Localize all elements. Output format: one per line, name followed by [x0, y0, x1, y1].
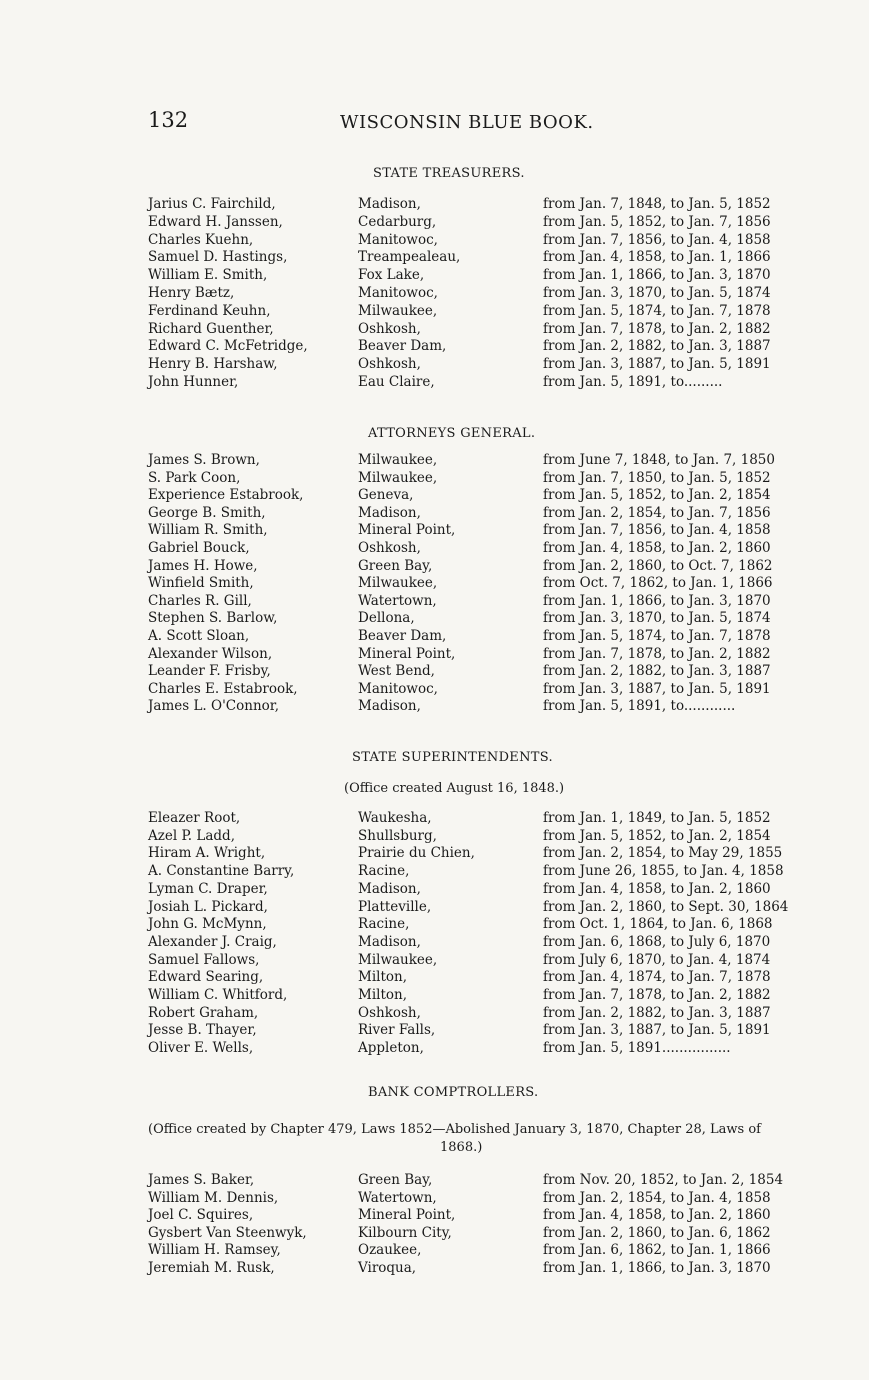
- table-row: [0, 1005, 869, 1023]
- table-row: [0, 575, 869, 593]
- officer-name: Jeremiah M. Rusk,: [148, 1260, 275, 1276]
- residence: Madison,: [358, 504, 421, 521]
- term-of-office: from Oct. 7, 1862, to Jan. 1, 1866: [543, 575, 773, 592]
- term-of-office: from Jan. 2, 1882, to Jan. 3, 1887: [543, 663, 771, 680]
- officer-name: James S. Brown,: [148, 452, 260, 468]
- residence: Madison,: [358, 933, 421, 950]
- officer-name: Experience Estabrook,: [148, 487, 304, 504]
- officer-name: Charles Kuehn,: [148, 231, 254, 248]
- officer-name: John G. McMynn,: [148, 916, 267, 933]
- residence: Appleton,: [358, 1040, 424, 1057]
- term-of-office: from Jan. 6, 1868, to July 6, 1870: [543, 933, 771, 950]
- residence: Fox Lake,: [358, 267, 425, 284]
- officer-name: Jarius C. Fairchild,: [148, 196, 276, 212]
- officer-name: James H. Howe,: [148, 557, 258, 574]
- residence: Prairie du Chien,: [358, 845, 475, 862]
- term-of-office: from June 7, 1848, to Jan. 7, 1850: [543, 452, 775, 468]
- residence: Oshkosh,: [358, 1004, 421, 1021]
- table-row: [0, 232, 869, 250]
- table-row: [0, 196, 869, 214]
- officer-name: John Hunner,: [148, 374, 239, 390]
- table-row: [0, 558, 869, 576]
- term-of-office: from Jan. 2, 1860, to Sept. 30, 1864: [543, 898, 789, 915]
- table-row: [0, 285, 869, 303]
- term-of-office: from Jan. 1, 1866, to Jan. 3, 1870: [543, 592, 771, 609]
- officer-name: Joel C. Squires,: [148, 1207, 254, 1224]
- term-of-office: from Jan. 5, 1891................: [543, 1040, 731, 1057]
- term-of-office: from July 6, 1870, to Jan. 4, 1874: [543, 951, 771, 968]
- table-row: [0, 470, 869, 488]
- term-of-office: from Jan. 1, 1866, to Jan. 3, 1870: [543, 1260, 771, 1276]
- officer-name: William R. Smith,: [148, 522, 268, 539]
- residence: Milwaukee,: [358, 951, 438, 968]
- residence: Viroqua,: [358, 1260, 417, 1276]
- term-of-office: from Jan. 3, 1870, to Jan. 5, 1874: [543, 610, 771, 627]
- table-row: [0, 863, 869, 881]
- officer-name: William C. Whitford,: [148, 987, 288, 1003]
- table-row: [0, 828, 869, 846]
- table-row: [0, 1022, 869, 1040]
- table-row: [0, 845, 869, 863]
- residence: Beaver Dam,: [358, 628, 447, 644]
- term-of-office: from Jan. 5, 1852, to Jan. 2, 1854: [543, 827, 771, 844]
- term-of-office: from Jan. 2, 1882, to Jan. 3, 1887: [543, 1004, 771, 1021]
- table-row: [0, 1190, 869, 1208]
- term-of-office: from Oct. 1, 1864, to Jan. 6, 1868: [543, 916, 773, 933]
- term-of-office: from Jan. 4, 1858, to Jan. 2, 1860: [543, 540, 771, 556]
- term-of-office: from Jan. 7, 1850, to Jan. 5, 1852: [543, 469, 771, 486]
- officer-name: Gysbert Van Steenwyk,: [148, 1224, 307, 1241]
- section-title-attorneys-general: ATTORNEYS GENERAL.: [368, 426, 536, 441]
- table-row: [0, 452, 869, 470]
- table-row: [0, 916, 869, 934]
- table-row: [0, 487, 869, 505]
- residence: Oshkosh,: [358, 320, 421, 337]
- table-row: [0, 1260, 869, 1278]
- section-title-state-treasurers: STATE TREASURERS.: [373, 166, 525, 181]
- residence: Green Bay,: [358, 557, 433, 574]
- term-of-office: from Jan. 7, 1878, to Jan. 2, 1882: [543, 987, 771, 1003]
- table-row: [0, 610, 869, 628]
- residence: Milton,: [358, 969, 407, 986]
- table-row: [0, 540, 869, 558]
- term-of-office: from Jan. 2, 1854, to Jan. 4, 1858: [543, 1189, 771, 1206]
- residence: Eau Claire,: [358, 374, 435, 390]
- officer-name: Gabriel Bouck,: [148, 540, 250, 556]
- table-row: [0, 698, 869, 716]
- table-row: [0, 321, 869, 339]
- residence: Madison,: [358, 880, 421, 897]
- residence: Milwaukee,: [358, 575, 438, 592]
- term-of-office: from Jan. 2, 1860, to Jan. 6, 1862: [543, 1224, 771, 1241]
- residence: Geneva,: [358, 487, 414, 504]
- officer-name: Hiram A. Wright,: [148, 845, 266, 862]
- table-row: [0, 934, 869, 952]
- officer-name: Alexander J. Craig,: [148, 933, 277, 950]
- section-title-bank-comptrollers: BANK COMPTROLLERS.: [368, 1085, 539, 1100]
- term-of-office: from Jan. 4, 1874, to Jan. 7, 1878: [543, 969, 771, 986]
- officer-name: James S. Baker,: [148, 1172, 255, 1188]
- term-of-office: from Jan. 3, 1887, to Jan. 5, 1891: [543, 1022, 771, 1039]
- residence: Platteville,: [358, 898, 432, 915]
- residence: Shullsburg,: [358, 827, 437, 844]
- residence: Dellona,: [358, 610, 415, 627]
- residence: Milwaukee,: [358, 302, 438, 319]
- officer-name: Winfield Smith,: [148, 575, 254, 592]
- residence: Oshkosh,: [358, 540, 421, 556]
- table-row: [0, 1225, 869, 1243]
- officer-name: Edward H. Janssen,: [148, 213, 283, 230]
- term-of-office: from Jan. 3, 1887, to Jan. 5, 1891: [543, 356, 771, 373]
- officer-name: A. Constantine Barry,: [148, 863, 295, 880]
- officer-name: Azel P. Ladd,: [148, 827, 235, 844]
- term-of-office: from Jan. 5, 1852, to Jan. 2, 1854: [543, 487, 771, 504]
- table-row: [0, 356, 869, 374]
- officer-name: Samuel D. Hastings,: [148, 249, 288, 266]
- term-of-office: from Jan. 3, 1887, to Jan. 5, 1891: [543, 680, 771, 697]
- residence: Ozaukee,: [358, 1242, 422, 1259]
- residence: Milwaukee,: [358, 452, 438, 468]
- officer-name: Edward C. McFetridge,: [148, 338, 308, 355]
- officer-name: Stephen S. Barlow,: [148, 610, 278, 627]
- table-row: [0, 1040, 869, 1058]
- book-title: WISCONSIN BLUE BOOK.: [340, 112, 594, 133]
- officer-name: Ferdinand Keuhn,: [148, 302, 271, 319]
- table-row: [0, 522, 869, 540]
- term-of-office: from Jan. 3, 1870, to Jan. 5, 1874: [543, 285, 771, 301]
- section-note-comptrollers-cont: 1868.): [440, 1140, 483, 1155]
- table-row: [0, 1172, 869, 1190]
- residence: Treampealeau,: [358, 249, 461, 266]
- officer-name: Alexander Wilson,: [148, 645, 273, 662]
- table-row: [0, 681, 869, 699]
- term-of-office: from Jan. 5, 1874, to Jan. 7, 1878: [543, 302, 771, 319]
- section-title-state-superintendents: STATE SUPERINTENDENTS.: [352, 750, 553, 765]
- term-of-office: from Jan. 4, 1858, to Jan. 2, 1860: [543, 1207, 771, 1224]
- term-of-office: from June 26, 1855, to Jan. 4, 1858: [543, 863, 784, 880]
- residence: Watertown,: [358, 592, 437, 609]
- residence: Mineral Point,: [358, 522, 456, 539]
- table-row: [0, 505, 869, 523]
- residence: Manitowoc,: [358, 231, 438, 248]
- term-of-office: from Jan. 5, 1852, to Jan. 7, 1856: [543, 213, 771, 230]
- officer-name: S. Park Coon,: [148, 469, 241, 486]
- residence: Milton,: [358, 987, 407, 1003]
- section-note-comptrollers: (Office created by Chapter 479, Laws 1852—Abolished January 3, 1870, Chapter 28, Laws of: [148, 1122, 761, 1137]
- residence: Oshkosh,: [358, 356, 421, 373]
- residence: Milwaukee,: [358, 469, 438, 486]
- officer-name: Robert Graham,: [148, 1004, 259, 1021]
- officer-name: Oliver E. Wells,: [148, 1040, 254, 1057]
- officer-name: Henry Bætz,: [148, 285, 235, 301]
- term-of-office: from Jan. 7, 1848, to Jan. 5, 1852: [543, 196, 771, 212]
- section-note-superintendents: (Office created August 16, 1848.): [344, 781, 565, 796]
- term-of-office: from Jan. 4, 1858, to Jan. 2, 1860: [543, 880, 771, 897]
- officer-name: William E. Smith,: [148, 267, 268, 284]
- residence: Manitowoc,: [358, 285, 438, 301]
- term-of-office: from Jan. 1, 1866, to Jan. 3, 1870: [543, 267, 771, 284]
- term-of-office: from Jan. 1, 1849, to Jan. 5, 1852: [543, 810, 771, 826]
- term-of-office: from Jan. 7, 1878, to Jan. 2, 1882: [543, 320, 771, 337]
- officer-name: William M. Dennis,: [148, 1189, 279, 1206]
- term-of-office: from Jan. 2, 1860, to Oct. 7, 1862: [543, 557, 773, 574]
- residence: Racine,: [358, 863, 410, 880]
- table-row: [0, 267, 869, 285]
- residence: Waukesha,: [358, 810, 432, 826]
- residence: Green Bay,: [358, 1172, 433, 1188]
- residence: River Falls,: [358, 1022, 436, 1039]
- officer-name: George B. Smith,: [148, 504, 266, 521]
- table-row: [0, 374, 869, 392]
- term-of-office: from Jan. 4, 1858, to Jan. 1, 1866: [543, 249, 771, 266]
- residence: Mineral Point,: [358, 1207, 456, 1224]
- term-of-office: from Jan. 7, 1856, to Jan. 4, 1858: [543, 522, 771, 539]
- table-row: [0, 249, 869, 267]
- term-of-office: from Jan. 7, 1856, to Jan. 4, 1858: [543, 231, 771, 248]
- term-of-office: from Nov. 20, 1852, to Jan. 2, 1854: [543, 1172, 784, 1188]
- table-row: [0, 899, 869, 917]
- term-of-office: from Jan. 2, 1854, to May 29, 1855: [543, 845, 783, 862]
- table-row: [0, 214, 869, 232]
- officer-name: Lyman C. Draper,: [148, 880, 268, 897]
- officer-name: Samuel Fallows,: [148, 951, 260, 968]
- table-row: [0, 663, 869, 681]
- term-of-office: from Jan. 2, 1854, to Jan. 7, 1856: [543, 504, 771, 521]
- residence: Madison,: [358, 698, 421, 715]
- term-of-office: from Jan. 5, 1891, to............: [543, 698, 736, 715]
- officer-name: James L. O'Connor,: [148, 698, 280, 715]
- table-row: [0, 303, 869, 321]
- table-row: [0, 969, 869, 987]
- officer-name: Edward Searing,: [148, 969, 264, 986]
- term-of-office: from Jan. 5, 1874, to Jan. 7, 1878: [543, 628, 771, 644]
- table-row: [0, 952, 869, 970]
- table-row: [0, 628, 869, 646]
- residence: Racine,: [358, 916, 410, 933]
- officer-name: Richard Guenther,: [148, 320, 274, 337]
- table-row: [0, 987, 869, 1005]
- residence: Mineral Point,: [358, 645, 456, 662]
- officer-name: A. Scott Sloan,: [148, 628, 250, 644]
- table-row: [0, 810, 869, 828]
- officer-name: Charles R. Gill,: [148, 592, 252, 609]
- officer-name: Henry B. Harshaw,: [148, 356, 278, 373]
- residence: Watertown,: [358, 1189, 437, 1206]
- table-row: [0, 593, 869, 611]
- residence: Cedarburg,: [358, 213, 437, 230]
- residence: Manitowoc,: [358, 680, 438, 697]
- term-of-office: from Jan. 7, 1878, to Jan. 2, 1882: [543, 645, 771, 662]
- residence: Beaver Dam,: [358, 338, 447, 355]
- table-row: [0, 1242, 869, 1260]
- table-row: [0, 1207, 869, 1225]
- residence: Madison,: [358, 196, 421, 212]
- table-row: [0, 881, 869, 899]
- table-row: [0, 338, 869, 356]
- officer-name: Leander F. Frisby,: [148, 663, 271, 680]
- residence: West Bend,: [358, 663, 435, 680]
- term-of-office: from Jan. 6, 1862, to Jan. 1, 1866: [543, 1242, 771, 1259]
- term-of-office: from Jan. 2, 1882, to Jan. 3, 1887: [543, 338, 771, 355]
- officer-name: Josiah L. Pickard,: [148, 898, 268, 915]
- officer-name: Charles E. Estabrook,: [148, 680, 298, 697]
- officer-name: Jesse B. Thayer,: [148, 1022, 257, 1039]
- officer-name: Eleazer Root,: [148, 810, 241, 826]
- officer-name: William H. Ramsey,: [148, 1242, 281, 1259]
- table-row: [0, 646, 869, 664]
- page-number: 132: [148, 108, 189, 132]
- term-of-office: from Jan. 5, 1891, to.........: [543, 374, 723, 390]
- residence: Kilbourn City,: [358, 1224, 452, 1241]
